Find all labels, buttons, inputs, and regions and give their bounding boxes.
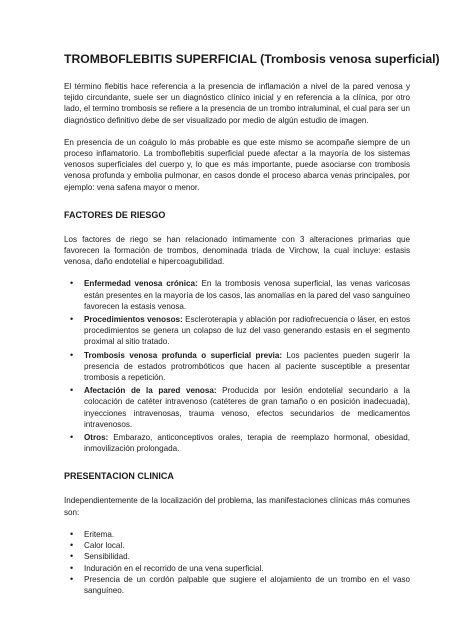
risk-factors-list [64,278,410,454]
risk-factor-term: Procedimientos venosos: [84,315,183,325]
list-item [64,350,410,384]
risk-factor-term: Trombosis venosa profunda o superficial previa: [84,350,283,360]
list-item [64,314,410,348]
risk-factor-term: Otros: [84,433,109,443]
document-title: TROMBOFLEBITIS SUPERFICIAL (Trombosis venosa superficial) [64,52,440,66]
risk-factor-text: Producida por lesión endotelial secundario a la colocación de catéter intravenoso (catéteres de gran tamaño o en posición inadecuada), inyecciones intravenosas, trauma venoso, efectos secundarios de medicamentos intravenosos. [84,386,410,429]
risk-factor-text: Los pacientes pueden sugerir la presencia de estados protrombóticos que hacen al paciente susceptible a presentar trombosis a repetición. [84,350,410,383]
risk-factors-heading: FACTORES DE RIESGO [64,209,166,220]
risk-factor-text: Embarazo, anticonceptivos orales, terapia de reemplazo hormonal, obesidad, inmovilización prolongada. [84,433,410,454]
list-item [64,385,410,430]
list-item: • Presencia de un cordón palpable que sugiere el alojamiento de un trombo en el vaso sanguíneo. [64,574,410,596]
clinical-presentation-intro: Independientemente de la localización del problema, las manifestaciones clínicas más comunes son: [64,496,410,517]
list-item: • Calor local. [64,540,410,551]
intro-paragraph-1: El término flebitis hace referencia a la presencia de inflamación a nivel de la pared venosa y tejido circundante, suele ser un diagnóstico clínico inicial y en referencia a la clínica, por otro lado, el termino trombosis se refiere a la presencia de un trombo intraluminal, el cual para ser un diagnóstico definitivo debe de ser visualizado por medio de algún estudio de imagen. [64,82,410,125]
risk-factors-intro: Los factores de riego se han relacionado íntimamente con 3 alteraciones primarias que favorecen la formación de trombos, denominada triada de Virchow, la cual incluye: estasis venosa, daño endotelial e hipercoagubilidad. [64,234,410,267]
intro-paragraph-2: En presencia de un coágulo lo más probable es que este mismo se acompañe siempre de un proceso inflamatorio. La tromboflebitis superficial puede afectar a la mayoría de los sistemas venosos superficiales del cuerpo y, lo que es más importante, puede asociarse con trombosis venosa profunda y embolia pulmonar, en casos donde el proceso abarca venas principales, por ejemplo: vena safena mayor o menor. [64,137,410,192]
list-item [64,278,410,312]
risk-factor-term: Enfermedad venosa crónica: [84,279,198,289]
list-item: • Eritema. [64,529,410,540]
list-item: • Sensibilidad. [64,551,410,562]
document-page [64,52,440,606]
clinical-presentation-heading: PRESENTACION CLINICA [64,471,174,482]
risk-factor-text: Escleroterapia y ablación por radiofrecuencia o láser, en estos procedimientos se genera un colapso de luz del vaso generando estasis en el segmento proximal al sitio tratado. [84,315,410,347]
risk-factor-text: En la trombosis venosa superficial, las venas varicosas están presentes en la mayoría de los casos, las anomalías en la pared del vaso sanguíneo favorecen la estasis venosa. [84,279,410,311]
list-item [64,432,410,454]
clinical-signs-list [64,529,410,596]
list-item: • Induración en el recorrido de una vena superficial. [64,563,410,574]
risk-factor-term: Afectación de la pared venosa: [84,386,217,396]
